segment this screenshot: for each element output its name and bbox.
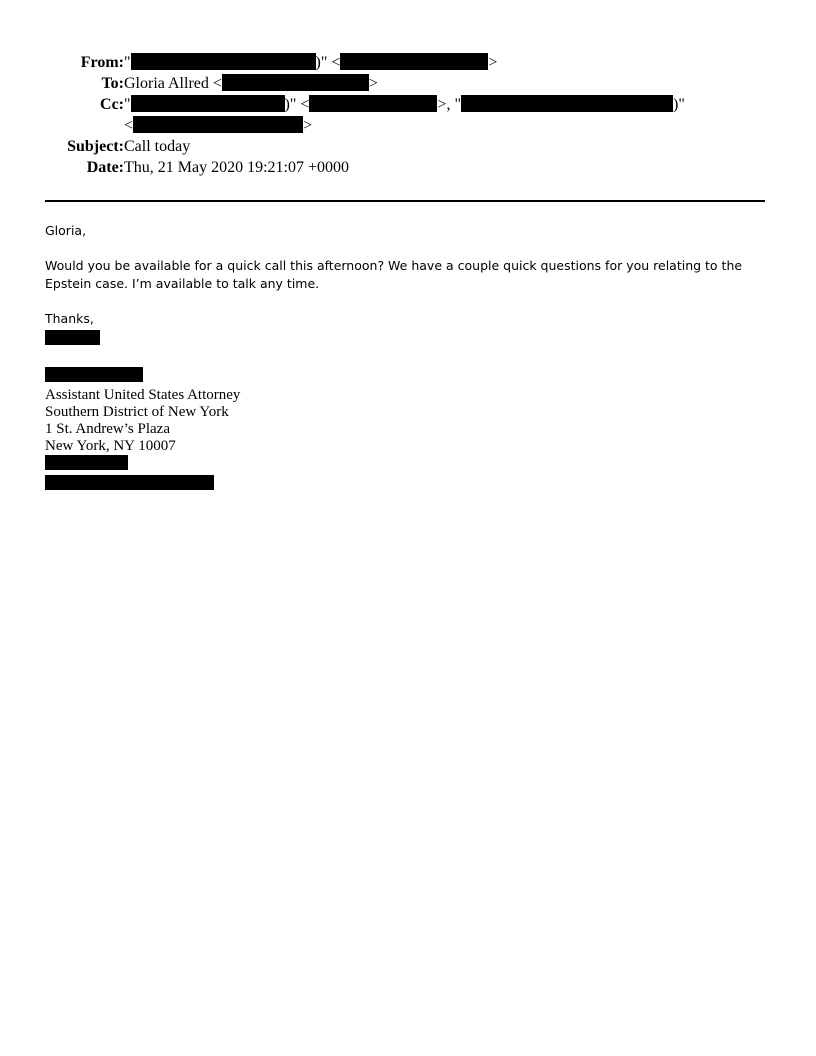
to-angle-close: > [368, 75, 378, 92]
redaction-block [461, 95, 673, 112]
signature-address-line1: 1 St. Andrew’s Plaza [45, 421, 170, 437]
subject-value: Call today [124, 138, 191, 155]
blank-line [45, 240, 765, 258]
cc-row-continued [0, 115, 816, 136]
redaction-block [131, 95, 285, 112]
redaction-block [45, 455, 128, 470]
cc-row [0, 94, 816, 115]
cc-quote-close-2: )" [672, 96, 685, 113]
cc-value [124, 94, 685, 115]
cc-angle-close: > [303, 117, 313, 134]
header-divider [45, 200, 765, 202]
to-value [124, 73, 378, 94]
sender-name-redacted [45, 330, 765, 348]
signature-office: Southern District of New York [45, 404, 229, 420]
from-quote-close: )" < [315, 54, 341, 71]
from-label: From: [80, 54, 124, 71]
cc-label: Cc: [100, 96, 124, 113]
redaction-block [45, 330, 100, 345]
closing: Thanks, [45, 310, 94, 326]
redaction-block [222, 74, 369, 91]
to-row [0, 73, 816, 94]
redaction-block [45, 475, 214, 490]
redaction-block [309, 95, 437, 112]
from-quote-open: " [124, 54, 131, 71]
email-header [0, 52, 816, 178]
from-row [0, 52, 816, 73]
signature-phone-redacted [45, 455, 240, 475]
cc-value-continued [124, 115, 312, 136]
redaction-block [45, 367, 143, 382]
date-row [0, 157, 816, 178]
signature-address-line2: New York, NY 10007 [45, 438, 176, 454]
blank-line [45, 292, 765, 310]
to-name: Gloria Allred < [124, 75, 222, 92]
from-value [124, 52, 497, 73]
date-value: Thu, 21 May 2020 19:21:07 +0000 [124, 159, 350, 176]
message-paragraph: Would you be available for a quick call this afternoon? We have a couple quick questions for you relating to the Epstein case. I’m available to talk any time. [45, 258, 743, 291]
cc-separator: >, " [437, 96, 461, 113]
signature-title: Assistant United States Attorney [45, 387, 241, 403]
redaction-block [340, 53, 488, 70]
to-label: To: [101, 75, 124, 92]
cc-quote-close: )" < [284, 96, 310, 113]
subject-label: Subject: [67, 138, 124, 155]
from-angle-close: > [488, 54, 498, 71]
greeting: Gloria, [45, 223, 87, 238]
subject-row [0, 136, 816, 157]
signature-email-redacted [45, 475, 240, 495]
redaction-block [133, 116, 303, 133]
date-label: Date: [86, 159, 124, 176]
cc-angle-open: < [124, 117, 134, 134]
redaction-block [131, 53, 316, 70]
signature-name-redacted [45, 367, 240, 387]
cc-quote-open: " [124, 96, 131, 113]
email-body [45, 222, 765, 348]
signature-block [45, 367, 240, 495]
